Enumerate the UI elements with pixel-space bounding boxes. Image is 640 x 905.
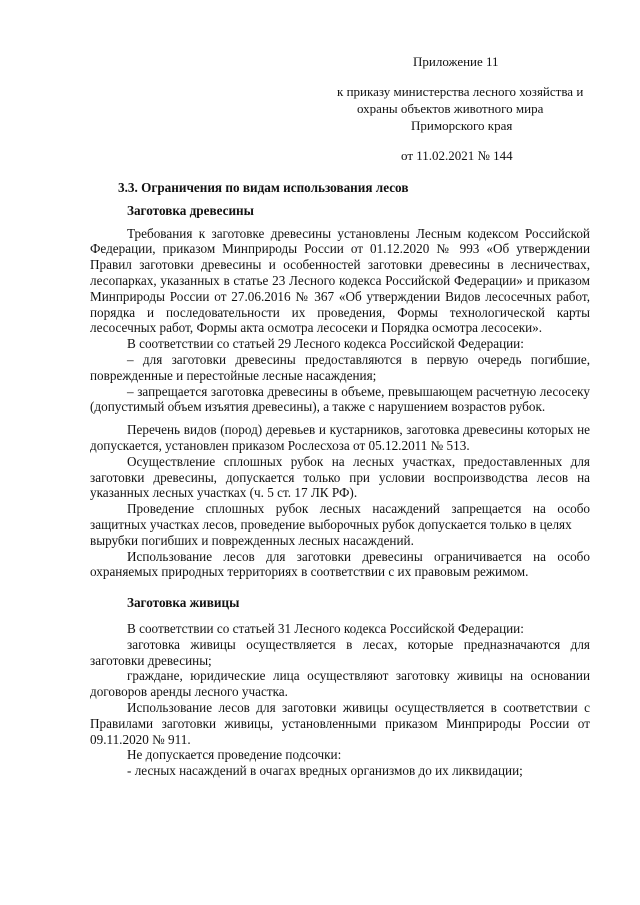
section-title: 3.3. Ограничения по видам использования лесов bbox=[118, 180, 409, 195]
resin-paragraph-1: В соответствии со статьей 31 Лесного кодекса Российской Федерации: bbox=[127, 620, 524, 636]
wood-paragraph-7a: Проведение сплошных рубок лесных насаждений запрещается на особо защитных участках лесов, проведение выборочных рубок допускается только в целях bbox=[90, 501, 590, 532]
wood-paragraph-5: Перечень видов (пород) деревьев и кустарников, заготовка древесины которых не допускается, установлен приказом Рослесхоза от 05.12.2011 № 513. bbox=[90, 422, 590, 453]
wood-paragraph-4: – запрещается заготовка древесины в объеме, превышающем расчетную лесосеку (допустимый объем изъятия древесины), а также с нарушением возрастов рубок. bbox=[90, 383, 590, 415]
document-body bbox=[90, 180, 590, 779]
wood-paragraph-7b: вырубки погибших и поврежденных лесных насаждений. bbox=[90, 532, 414, 548]
resin-paragraph-3: граждане, юридические лица осуществляют заготовку живицы на основании договоров аренды лесного участка. bbox=[90, 668, 590, 700]
wood-paragraph-8: Использование лесов для заготовки древесины ограничивается на особо охраняемых природных территориях в соответствии с их правовым режимом. bbox=[90, 548, 590, 580]
order-date-number: от 11.02.2021 № 144 bbox=[401, 148, 513, 163]
wood-harvest-heading: Заготовка древесины bbox=[127, 202, 254, 218]
appendix-label: Приложение 11 bbox=[413, 54, 499, 69]
wood-paragraph-1: Требования к заготовке древесины установлены Лесным кодексом Российской Федерации, приказом Минприроды России от 01.12.2020 № 993 «Об утверждении Правил заготовки древесины и особенностей заготовки древесины в лесничествах, лесопарках, указанных в статье 23 Лесного кодекса Российской Федерации» и приказом Минприроды России от 27.06.2016 № 367 «Об утверждении Видов лесосечных работ, порядка и последовательности их проведения, Формы технологической карты лесосечных работ, Формы акта осмотра лесосеки и Порядка осмотра лесосеки». bbox=[90, 225, 590, 336]
resin-paragraph-4: Использование лесов для заготовки живицы осуществляется в соответствии с Правилами заготовки живицы, установленными приказом Минприроды России от 09.11.2020 № 911. bbox=[90, 699, 590, 747]
resin-harvest-heading: Заготовка живицы bbox=[127, 595, 240, 611]
resin-paragraph-6: - лесных насаждений в очагах вредных организмов до их ликвидации; bbox=[127, 763, 523, 779]
wood-paragraph-3: – для заготовки древесины предоставляются в первую очередь погибшие, поврежденные и перестойные лесные насаждения; bbox=[90, 351, 590, 383]
resin-paragraph-2: заготовка живицы осуществляется в лесах, которые предназначаются для заготовки древесины; bbox=[90, 636, 590, 668]
wood-paragraph-2: В соответствии со статьей 29 Лесного кодекса Российской Федерации: bbox=[127, 336, 524, 352]
resin-paragraph-5: Не допускается проведение подсочки: bbox=[127, 747, 342, 763]
order-line-1: к приказу министерства лесного хозяйства и bbox=[337, 84, 584, 99]
wood-paragraph-6: Осуществление сплошных рубок на лесных участках, предоставленных для заготовки древесины, допускается только при условии воспроизводства лесов на указанных лесных участках (ч. 5 ст. 17 ЛК РФ). bbox=[90, 453, 590, 501]
order-line-2: охраны объектов животного мира bbox=[357, 101, 544, 116]
order-line-3: Приморского края bbox=[411, 118, 513, 133]
